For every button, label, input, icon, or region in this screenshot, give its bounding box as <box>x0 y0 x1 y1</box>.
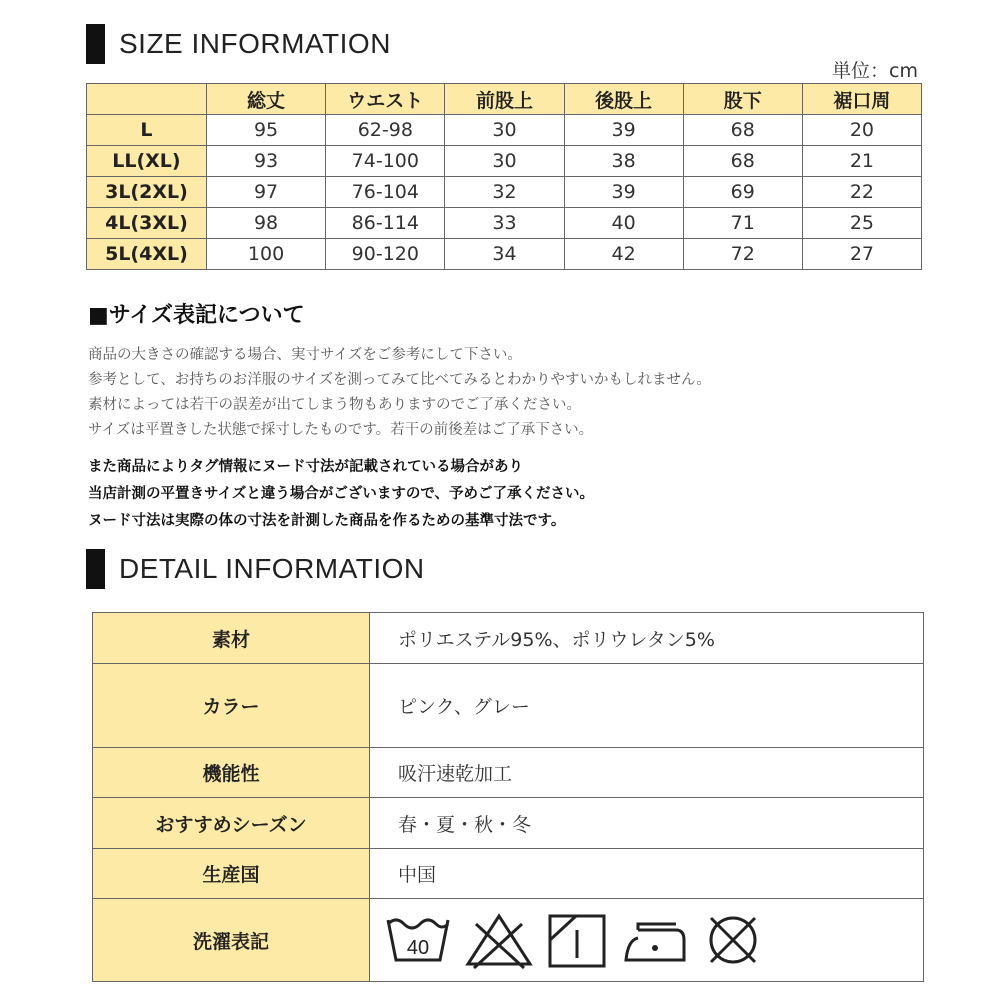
size-row-header: 5L(4XL) <box>87 239 207 270</box>
wash-40-icon <box>384 910 452 970</box>
detail-value-function: 吸汗速乾加工 <box>370 748 924 798</box>
size-cell: 100 <box>206 239 325 270</box>
size-row-header: LL(XL) <box>87 146 207 177</box>
size-col-header: ウエスト <box>326 84 445 115</box>
size-cell: 30 <box>445 146 564 177</box>
table-row <box>87 115 922 146</box>
table-row <box>93 798 924 849</box>
table-row <box>93 613 924 664</box>
size-notes <box>88 298 928 535</box>
care-icons <box>384 910 923 970</box>
table-row <box>87 146 922 177</box>
size-cell: 22 <box>802 177 921 208</box>
detail-label-color: カラー <box>93 664 370 748</box>
detail-section-header <box>86 549 425 589</box>
size-cell: 68 <box>683 115 802 146</box>
table-row <box>93 664 924 748</box>
detail-table <box>92 612 924 982</box>
size-cell: 76-104 <box>326 177 445 208</box>
no-dry-clean-icon <box>702 910 764 970</box>
size-row-header: 4L(3XL) <box>87 208 207 239</box>
detail-value-color: ピンク、グレー <box>370 664 924 748</box>
detail-value-origin: 中国 <box>370 849 924 899</box>
size-cell: 40 <box>564 208 683 239</box>
size-notes-heading: ■サイズ表記について <box>88 303 305 328</box>
size-cell: 20 <box>802 115 921 146</box>
size-cell: 34 <box>445 239 564 270</box>
size-cell: 39 <box>564 177 683 208</box>
low-iron-icon <box>620 910 690 970</box>
size-table-header-row <box>87 84 922 115</box>
table-row <box>93 849 924 899</box>
section-bar <box>86 549 105 589</box>
size-cell: 90-120 <box>326 239 445 270</box>
table-row <box>87 208 922 239</box>
size-section-header <box>86 24 391 64</box>
nude-size-notice <box>88 454 928 535</box>
size-cell: 97 <box>206 177 325 208</box>
size-cell: 98 <box>206 208 325 239</box>
detail-label-function: 機能性 <box>93 748 370 798</box>
note-line: 素材によっては若干の誤差が出てしまう物もありますのでご了承ください。 <box>88 397 581 413</box>
size-col-header: 後股上 <box>564 84 683 115</box>
size-col-header: 裾口周 <box>802 84 921 115</box>
size-cell: 68 <box>683 146 802 177</box>
size-cell: 25 <box>802 208 921 239</box>
size-cell: 71 <box>683 208 802 239</box>
table-row <box>93 748 924 798</box>
size-cell: 39 <box>564 115 683 146</box>
no-bleach-icon <box>464 910 534 970</box>
size-cell: 86-114 <box>326 208 445 239</box>
notice-line: また商品によりタグ情報にヌード寸法が記載されている場合があり <box>88 459 523 475</box>
size-cell: 42 <box>564 239 683 270</box>
size-cell: 74-100 <box>326 146 445 177</box>
wash-temp-label: 40 <box>406 937 430 959</box>
table-row <box>93 899 924 982</box>
size-row-header: 3L(2XL) <box>87 177 207 208</box>
size-cell: 69 <box>683 177 802 208</box>
size-cell: 30 <box>445 115 564 146</box>
notice-line: ヌード寸法は実際の体の寸法を計測した商品を作るための基準寸法です。 <box>88 513 566 529</box>
size-cell: 32 <box>445 177 564 208</box>
size-table-corner <box>87 84 207 115</box>
table-row <box>87 177 922 208</box>
notice-line: 当店計測の平置きサイズと違う場合がございますので、予めご了承ください。 <box>88 486 595 502</box>
detail-section-title: DETAIL INFORMATION <box>119 553 425 584</box>
detail-label-material: 素材 <box>93 613 370 664</box>
size-cell: 33 <box>445 208 564 239</box>
size-cell: 38 <box>564 146 683 177</box>
note-line: 参考として、お持ちのお洋服のサイズを測ってみて比べてみるとわかりやすいかもしれません。 <box>88 372 711 388</box>
detail-value-material: ポリエステル95%、ポリウレタン5% <box>370 613 924 664</box>
size-cell: 27 <box>802 239 921 270</box>
detail-label-season: おすすめシーズン <box>93 798 370 849</box>
size-cell: 72 <box>683 239 802 270</box>
detail-label-care: 洗濯表記 <box>93 899 370 982</box>
size-cell: 62-98 <box>326 115 445 146</box>
size-cell: 95 <box>206 115 325 146</box>
unit-label: 単位：cm <box>832 60 918 82</box>
size-col-header: 前股上 <box>445 84 564 115</box>
care-icons-cell <box>370 899 924 982</box>
size-col-header: 股下 <box>683 84 802 115</box>
note-line: サイズは平置きした状態で採寸したものです。若干の前後差はご了承下さい。 <box>88 422 594 438</box>
table-row <box>87 239 922 270</box>
size-col-header: 総丈 <box>206 84 325 115</box>
line-dry-shade-icon <box>546 910 608 970</box>
size-cell: 21 <box>802 146 921 177</box>
size-table <box>86 83 922 270</box>
size-cell: 93 <box>206 146 325 177</box>
detail-label-origin: 生産国 <box>93 849 370 899</box>
detail-value-season: 春・夏・秋・冬 <box>370 798 924 849</box>
size-section-title: SIZE INFORMATION <box>119 28 391 59</box>
section-bar <box>86 24 105 64</box>
note-line: 商品の大きさの確認する場合、実寸サイズをご参考にして下さい。 <box>88 347 522 363</box>
size-row-header: L <box>87 115 207 146</box>
